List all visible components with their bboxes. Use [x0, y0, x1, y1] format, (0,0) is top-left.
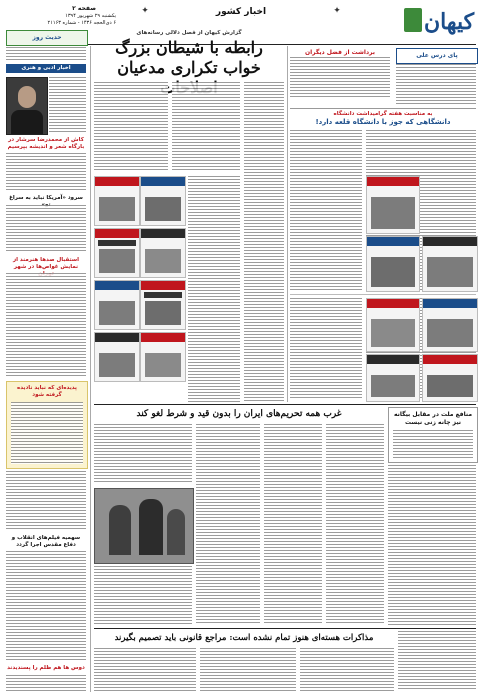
- right-headline-2: به مناسبت هفته گرامیداشت دانشگاه: [333, 111, 433, 117]
- sub-headline-1: غرب همه تحریم‌های ایران را بدون قید و شرط لغو کند: [136, 409, 342, 419]
- main-text-col-3: [94, 82, 168, 172]
- left-text-6: [6, 675, 86, 693]
- newspaper-thumb-13: [422, 298, 478, 352]
- newspaper-thumb-4: [140, 228, 186, 278]
- newspaper-thumb-7: [94, 332, 140, 382]
- newspaper-thumb-8: [140, 332, 186, 382]
- left-notice-title: اخبار ادبی و هنری: [21, 65, 71, 71]
- left-headline-3: استقبال صدها هنرمند از نمایش غواص‌ها در شهر: [12, 257, 80, 270]
- masthead-bar: [95, 229, 139, 238]
- right-divider: [290, 108, 476, 109]
- newspaper-thumb-2: [140, 176, 186, 226]
- left-text-4: [6, 471, 86, 531]
- main-text-col-1: [244, 82, 284, 402]
- lower-text-3: [196, 424, 260, 624]
- masthead-bar: [95, 177, 139, 186]
- star-left-icon: ✦: [141, 6, 149, 16]
- front-photo: [371, 197, 415, 229]
- page-number: صفحه ۲: [72, 5, 96, 12]
- newspaper-thumb-14: [366, 354, 420, 402]
- lower-text-5: [94, 566, 192, 624]
- front-photo: [99, 301, 135, 325]
- left-headline-5: سهمیه فیلم‌های انقلاب و دفاع مقدس اجرا گردد: [11, 535, 81, 548]
- front-photo: [427, 319, 473, 347]
- front-photo: [99, 197, 135, 221]
- masthead-bar: [367, 177, 419, 186]
- bottom-text-3: [200, 648, 296, 691]
- front-title: [98, 240, 136, 246]
- masthead-bar: [141, 177, 185, 186]
- right-col-text-d: [290, 298, 362, 400]
- main-text-col-2: [172, 82, 240, 172]
- star-right-icon: ✦: [333, 6, 341, 16]
- author-caption-text: [49, 77, 86, 133]
- photo-figure-3: [167, 509, 185, 555]
- right-bottom-box: [388, 407, 478, 463]
- left-headline-4: پدیده‌ای که نباید نادیده گرفته شود: [17, 385, 77, 398]
- right-intro-text: [396, 64, 476, 104]
- masthead-bar: [423, 355, 477, 364]
- author-body: [11, 110, 43, 134]
- bottom-text-1: [398, 631, 476, 691]
- front-photo: [99, 249, 135, 273]
- lower-mid-rule: [94, 628, 476, 629]
- right-headline-1: برداشت از فضل دیگران: [304, 49, 376, 56]
- newspaper-thumb-11: [422, 236, 478, 292]
- newspaper-thumb-1: [94, 176, 140, 226]
- front-photo: [145, 197, 181, 221]
- sub-headline-2: مذاکرات هسته‌ای هنوز تمام نشده است: مراجع قانونی باید تصمیم بگیرند: [114, 633, 374, 643]
- masthead-bar: [95, 281, 139, 290]
- masthead-bar: [367, 355, 419, 364]
- masthead-bar: [423, 237, 477, 246]
- newspaper-thumb-3: [94, 228, 140, 278]
- right-column-divider: [287, 46, 288, 402]
- left-text-1: [6, 153, 86, 191]
- front-photo: [371, 375, 415, 397]
- newspaper-thumb-10: [366, 236, 420, 292]
- front-photo: [427, 375, 473, 397]
- front-photo: [427, 257, 473, 287]
- left-box-title: حدیث روز: [32, 34, 62, 41]
- section-title: اخبار کشور: [215, 7, 267, 17]
- author-photo: [6, 77, 48, 135]
- masthead-bar: [141, 333, 185, 342]
- left-highlight-box: [6, 381, 88, 469]
- front-title: [144, 292, 182, 298]
- front-photo: [371, 257, 415, 287]
- left-notice-bar: [6, 64, 86, 73]
- left-headline-1: کاش از محمدرضا سرشار در بارگاه شعر و اندیشه بپرسیم: [7, 137, 85, 150]
- newspaper-thumb-6: [140, 280, 186, 330]
- main-kicker: گزارش کیهان از فصل دلالی رسانه‌های: [136, 30, 242, 36]
- right-box-title: پای درس علی: [416, 52, 458, 59]
- bottom-text-4: [94, 648, 196, 691]
- front-photo: [145, 353, 181, 377]
- lower-photo: [94, 488, 194, 564]
- front-photo: [145, 301, 181, 325]
- masthead-bar: [367, 237, 419, 246]
- left-highlight-text: [11, 402, 83, 464]
- masthead-bar: [367, 299, 419, 308]
- right-headline-3: دانشگاهی که جوز با دانشگاه قلعه دارد!: [315, 118, 451, 126]
- author-face: [18, 86, 36, 108]
- logo-block: [402, 5, 476, 39]
- masthead-bar: [95, 333, 139, 342]
- photo-figure-2: [139, 499, 163, 555]
- masthead-bar: [141, 229, 185, 238]
- date-line-2: ۶ ذی‌الحجه ۱۴۳۶ - شماره ۲۱۱۶۳: [47, 20, 116, 26]
- lower-text-4: [94, 424, 192, 484]
- photo-figure-1: [109, 505, 131, 555]
- left-headline-6: دوس ها هم ظلم را پسندیدند: [7, 665, 85, 671]
- lower-right-text: [388, 465, 476, 625]
- newspaper-thumb-15: [422, 354, 478, 402]
- lower-text-2: [264, 424, 322, 624]
- left-headline-2: سرود «آمریکا نباید به سراغ: [9, 195, 83, 201]
- front-photo: [99, 353, 135, 377]
- left-box: [6, 30, 88, 46]
- lower-top-rule: [94, 404, 476, 405]
- left-text-2: [6, 205, 86, 253]
- left-text-5: [6, 551, 86, 661]
- lower-text-1: [326, 424, 384, 624]
- masthead-bar: [423, 299, 477, 308]
- newspaper-thumb-5: [94, 280, 140, 330]
- newspaper-thumb-12: [366, 298, 420, 352]
- right-box: [396, 48, 478, 64]
- right-text-1: [290, 57, 390, 97]
- right-mid-divider: [290, 294, 476, 295]
- front-photo: [371, 319, 415, 347]
- date-line-1: یکشنبه ۲۹ شهریور ۱۳۹۴: [65, 13, 116, 19]
- main-headline-line-1: رابطه با شیطان بزرگ: [115, 38, 263, 57]
- right-bottom-headline: منافع ملت در مقابل بیگانه نیز چانه زنی نیست: [393, 411, 473, 426]
- right-bottom-text: [393, 430, 473, 458]
- bottom-text-2: [300, 648, 394, 691]
- right-col-text-b: [290, 130, 362, 290]
- main-text-col-4: [188, 176, 240, 402]
- left-column-divider: [90, 46, 91, 692]
- emblem-icon: [404, 8, 422, 32]
- front-photo: [145, 249, 181, 273]
- newspaper-thumb-9: [366, 176, 420, 234]
- main-headline-line-2: خواب تکراری مدعیان: [117, 58, 261, 77]
- logo-text: کیهان: [423, 9, 475, 35]
- masthead-bar: [141, 281, 185, 290]
- left-text-3: [6, 273, 86, 377]
- left-box-text: [6, 47, 86, 61]
